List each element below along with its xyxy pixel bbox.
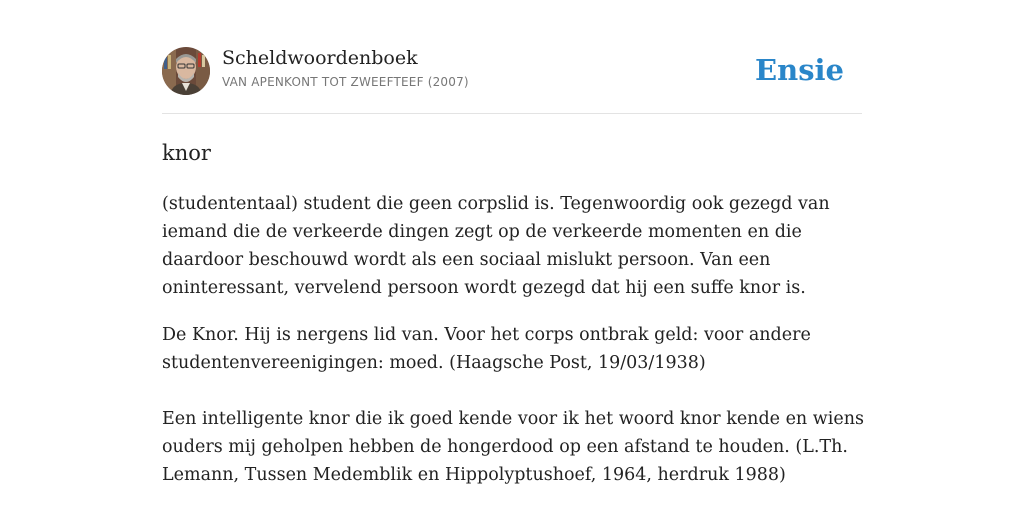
author-name[interactable]: Scheldwoordenboek (222, 47, 418, 69)
entry-header (162, 46, 862, 96)
author-subtitle: VAN APENKONT TOT ZWEEFTEEF (2007) (222, 75, 469, 89)
author-portrait-icon (162, 47, 210, 95)
ensie-logo[interactable]: Ensie (755, 53, 844, 87)
header-divider (162, 113, 862, 114)
entry-quote: De Knor. Hij is nergens lid van. Voor het corps ontbrak geld: voor andere studentenvereenigingen: moed. (Haagsche Post, 19/03/1938) (162, 325, 811, 373)
author-avatar[interactable] (162, 47, 210, 95)
entry-quote: Een intelligente knor die ik goed kende voor ik het woord knor kende en wiens ouders mij geholpen hebben de hongerdood op een afstand te houden. (L.Th. Lemann, Tussen Medemblik en Hippolyptushoef, 1964, herdruk 1988) (162, 409, 864, 485)
entry-definition: (studententaal) student die geen corpslid is. Tegenwoordig ook gezegd van iemand die de verkeerde dingen zegt op de verkeerde momenten en die daardoor beschouwd wordt als een sociaal mislukt persoon. Van een oninteressant, vervelend persoon wordt gezegd dat hij een suffe knor is. (162, 194, 830, 298)
entry-term: knor (162, 141, 211, 165)
